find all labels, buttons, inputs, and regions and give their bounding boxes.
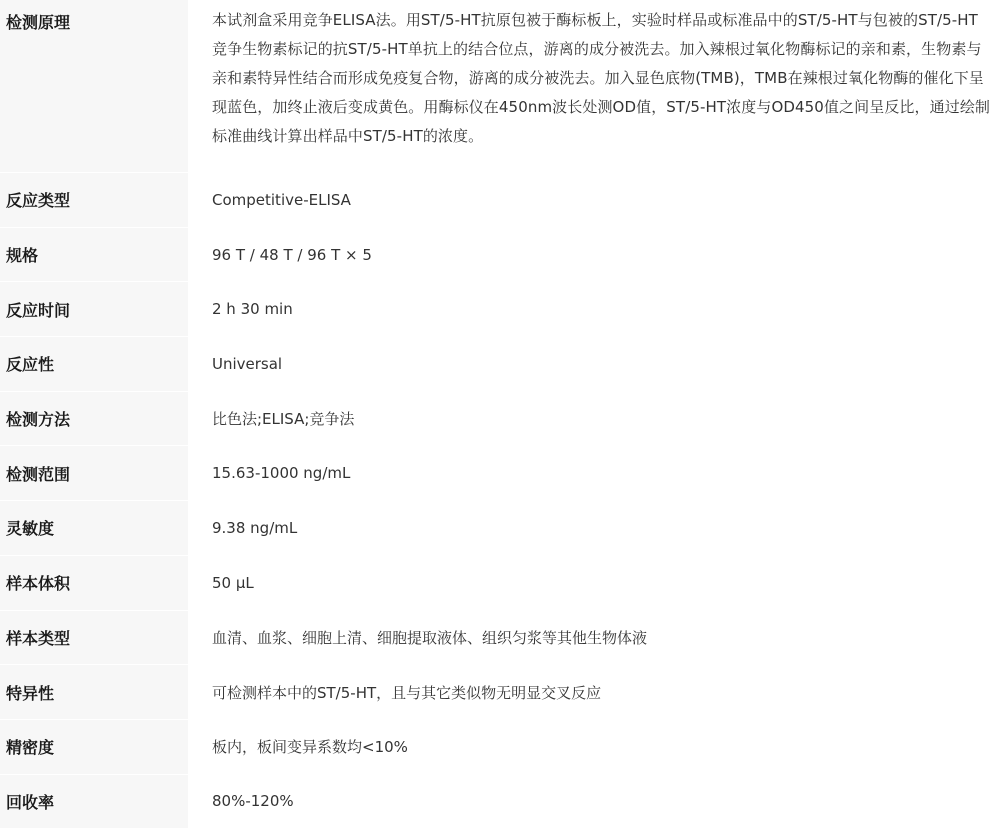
spec-row-precision bbox=[0, 720, 1000, 775]
spec-row-reactivity bbox=[0, 337, 1000, 392]
spec-row-range bbox=[0, 446, 1000, 501]
spec-value: 9.38 ng/mL bbox=[212, 518, 298, 537]
spec-value: 50 μL bbox=[212, 573, 254, 592]
spec-row-specificity bbox=[0, 665, 1000, 720]
spec-value: 比色法;ELISA;竞争法 bbox=[212, 410, 355, 429]
spec-value: 2 h 30 min bbox=[212, 300, 293, 319]
spec-label: 反应类型 bbox=[0, 173, 188, 227]
spec-label: 反应时间 bbox=[0, 282, 188, 336]
spec-row-sample-volume bbox=[0, 556, 1000, 611]
spec-label: 检测方法 bbox=[0, 392, 188, 446]
spec-row-reaction-time bbox=[0, 282, 1000, 337]
spec-label: 特异性 bbox=[0, 665, 188, 719]
spec-value: 板内，板间变异系数均<10% bbox=[212, 738, 408, 757]
spec-row-sample-type bbox=[0, 611, 1000, 666]
spec-value: Universal bbox=[212, 354, 283, 373]
spec-value: 80%-120% bbox=[212, 792, 294, 811]
spec-value: 血清、血浆、细胞上清、细胞提取液体、组织匀浆等其他生物体液 bbox=[212, 628, 648, 647]
spec-value: 96 T / 48 T / 96 T × 5 bbox=[212, 245, 372, 264]
spec-row-principle bbox=[0, 0, 1000, 173]
spec-label: 样本类型 bbox=[0, 611, 188, 665]
spec-row-method bbox=[0, 392, 1000, 447]
spec-value: 本试剂盒采用竞争ELISA法。用ST/5-HT抗原包被于酶标板上，实验时样品或标准品中的ST/5-HT与包被的ST/5-HT竞争生物素标记的抗ST/5-HT单抗上的结合位点，游离的成分被洗去。加入辣根过氧化物酶标记的亲和素，生物素与亲和素特异性结合而形成免疫复合物，游离的成分被洗去。加入显色底物(TMB)，TMB在辣根过氧化物酶的催化下呈现蓝色，加终止液后变成黄色。用酶标仪在450nm波长处测OD值，ST/5-HT浓度与OD450值之间呈反比，通过绘制标准曲线计算出样品中ST/5-HT的浓度。 bbox=[212, 11, 991, 145]
spec-row-reaction-type bbox=[0, 173, 1000, 228]
spec-value: 15.63-1000 ng/mL bbox=[212, 464, 351, 483]
spec-row-recovery bbox=[0, 775, 1000, 829]
spec-label: 精密度 bbox=[0, 720, 188, 774]
spec-label: 检测原理 bbox=[0, 0, 188, 172]
spec-row-size bbox=[0, 228, 1000, 283]
spec-label: 样本体积 bbox=[0, 556, 188, 610]
spec-label: 检测范围 bbox=[0, 446, 188, 500]
spec-row-sensitivity bbox=[0, 501, 1000, 556]
spec-value: 可检测样本中的ST/5-HT，且与其它类似物无明显交叉反应 bbox=[212, 683, 602, 702]
spec-label: 反应性 bbox=[0, 337, 188, 391]
spec-label: 规格 bbox=[0, 228, 188, 282]
spec-label: 回收率 bbox=[0, 775, 188, 829]
spec-label: 灵敏度 bbox=[0, 501, 188, 555]
spec-value: Competitive-ELISA bbox=[212, 190, 351, 209]
